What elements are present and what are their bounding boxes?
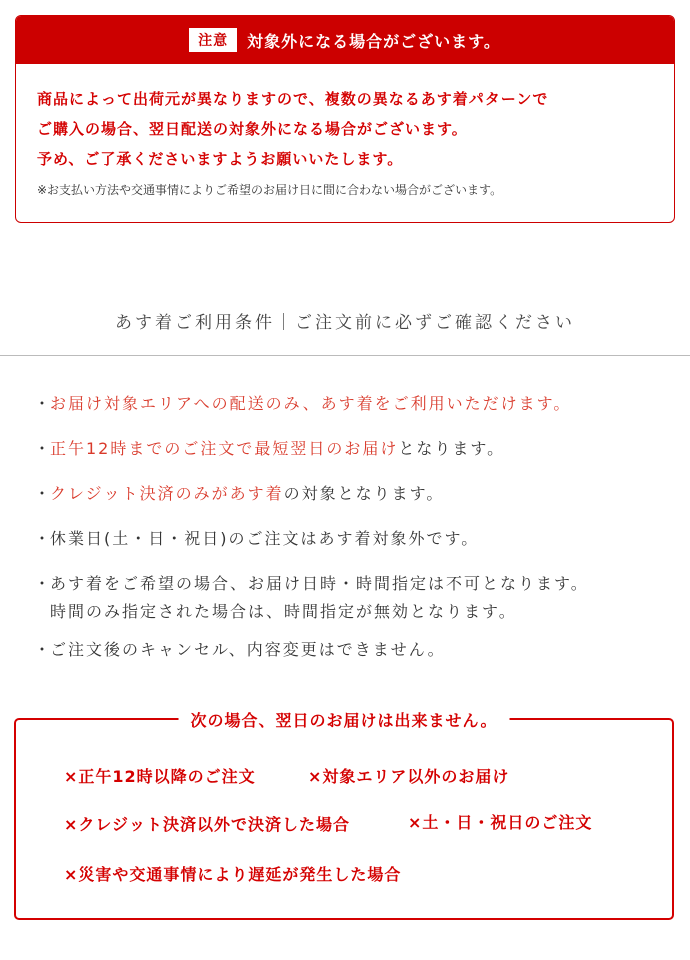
condition-text (50, 570, 589, 626)
section-divider (0, 355, 690, 356)
notice-line: ご購入の場合、翌日配送の対象外になる場合がございます。 (37, 120, 468, 138)
notice-header (16, 16, 674, 64)
condition-text (50, 390, 571, 418)
condition-line: あす着をご希望の場合、お届け日時・時間指定は不可となります。 (50, 574, 589, 593)
bullet: ・ (34, 574, 53, 593)
bullet: ・ (34, 640, 53, 659)
not-available-title: 次の場合、翌日のお届けは出来ません。 (179, 708, 510, 731)
section-title: あす着ご利用条件｜ご注文前に必ずご確認ください (115, 313, 575, 333)
bullet: ・ (34, 484, 53, 503)
bullet: ・ (34, 439, 53, 458)
notice-badge: 注意 (189, 28, 237, 52)
condition-text: 休業日(土・日・祝日)のご注文はあす着対象外です。 (50, 529, 480, 548)
not-available-item: ×対象エリア以外のお届け (308, 767, 510, 786)
condition-rest: となります。 (398, 439, 506, 458)
notice-title: 対象外になる場合がございます。 (247, 31, 501, 51)
condition-line: 時間のみ指定された場合は、時間指定が無効となります。 (50, 602, 517, 621)
notice-box (15, 15, 675, 223)
not-available-box (14, 711, 674, 920)
condition-highlight: 正午12時までのご注文で最短翌日のお届け (50, 439, 399, 458)
condition-item (34, 390, 571, 418)
not-available-item: ×災害や交通事情により遅延が発生した場合 (64, 865, 402, 884)
notice-line: 商品によって出荷元が異なりますので、複数の異なるあす着パターンで (37, 90, 549, 108)
condition-text: ご注文後のキャンセル、内容変更はできません。 (50, 640, 446, 659)
notice-body (16, 64, 674, 198)
notice-line: 予め、ご了承くださいますようお願いいたします。 (37, 150, 404, 168)
not-available-item: ×クレジット決済以外で決済した場合 (64, 815, 351, 834)
bullet: ・ (34, 394, 53, 413)
condition-text (50, 480, 444, 508)
condition-item (34, 480, 444, 508)
condition-item (34, 525, 479, 553)
condition-text (50, 435, 505, 463)
condition-item (34, 570, 589, 626)
bullet: ・ (34, 529, 53, 548)
condition-item (34, 435, 505, 463)
not-available-item: ×正午12時以降のご注文 (64, 767, 256, 786)
condition-highlight: クレジット決済のみがあす着 (50, 484, 284, 503)
condition-rest: の対象となります。 (283, 484, 445, 503)
condition-highlight: お届け対象エリアへの配送のみ、あす着をご利用いただけます。 (50, 394, 572, 413)
notice-note: ※お支払い方法や交通事情によりご希望のお届け日に間に合わない場合がございます。 (37, 183, 503, 197)
condition-item (34, 636, 446, 664)
not-available-item: ×土・日・祝日のご注文 (408, 813, 593, 832)
